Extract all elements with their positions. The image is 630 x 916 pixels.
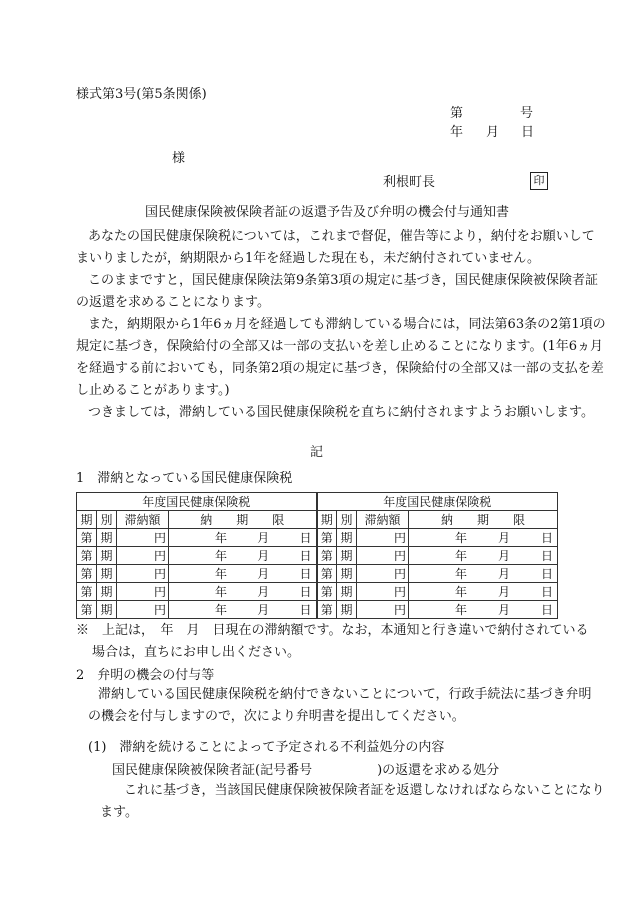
intro-line: このままですと，国民健康保険法第9条第3項の規定に基づき，国民健康保険被保険者証 [88,273,599,288]
row-ki-dai: 第 [77,583,97,601]
deadline-day: 日 [541,603,554,617]
row-deadline [409,565,558,583]
row-ki-ki: 期 [97,601,117,619]
row-amount-yen: 円 [357,583,409,601]
intro-line: また，納期限から1年6ヵ月を経過しても滞納している場合には，同法第63条の2第1項の [88,317,606,332]
sender-name: 利根町長 [383,175,436,190]
intro-line: 規定に基づき，保険給付の全部又は一部の支払いを差し止めることになります。(1年6ヵ月 [76,339,604,354]
table-row [77,583,558,601]
row-amount-yen: 円 [117,529,169,547]
row-deadline [409,529,558,547]
deadline-day: 日 [541,549,554,563]
deadline-year: 年 [455,585,468,599]
intro-line: まいりましたが，納期限から1年を経過した現在も，未だ納付されていません。 [76,251,541,266]
date-year: 年 [450,125,464,140]
deadline-year: 年 [215,585,228,599]
table-row [77,529,558,547]
intro-body [76,226,606,424]
deadline-year: 年 [215,531,228,545]
form-number: 様式第3号(第5条関係) [76,87,207,102]
table-subheader-row [77,511,558,529]
deadline-day: 日 [299,549,312,563]
note-block [76,620,589,664]
intro-line: つきましては，滞納している国民健康保険税を直ちに納付されますようお願いします。 [88,405,594,420]
row-amount-yen: 円 [357,601,409,619]
deadline-year: 年 [215,603,228,617]
section-1-heading: 1 滞納となっている国民健康保険税 [76,471,293,486]
addressee-sama: 様 [172,151,186,166]
deadline-month: 月 [257,531,270,545]
document-title: 国民健康保険被保険者証の返還予告及び弁明の機会付与通知書 [145,205,510,220]
row-amount-yen: 円 [357,547,409,565]
deadline-day: 日 [299,567,312,581]
row-ki-ki: 期 [337,529,357,547]
note-line: 場合は，直ちにお申し出ください。 [92,645,301,660]
table-row [77,547,558,565]
deadline-day: 日 [299,603,312,617]
date-month: 月 [486,125,500,140]
tax-arrears-table [76,492,558,619]
row-amount-yen: 円 [117,601,169,619]
row-ki-dai: 第 [317,547,337,565]
table-header-row [77,493,558,511]
col-deadline: 納 期 限 [409,511,558,529]
table-row [77,565,558,583]
col-ki-1: 期 [317,511,337,529]
seal-mark: 印 [530,172,548,190]
doc-number-dai: 第 [450,106,464,121]
col-amount: 滞納額 [117,511,169,529]
row-ki-ki: 期 [337,565,357,583]
row-deadline [169,601,317,619]
deadline-year: 年 [455,603,468,617]
deadline-day: 日 [299,531,312,545]
deadline-year: 年 [215,549,228,563]
col-ki-2: 別 [97,511,117,529]
subsection-1-heading: (1) 滞納を続けることによって予定される不利益処分の内容 [88,740,445,755]
deadline-year: 年 [215,567,228,581]
col-ki-2: 別 [337,511,357,529]
row-amount-yen: 円 [117,583,169,601]
date-day: 日 [521,125,535,140]
deadline-month: 月 [257,603,270,617]
row-ki-ki: 期 [97,565,117,583]
section-2-line: 滞納している国民健康保険税を納付できないことについて，行政手続法に基づき弁明 [98,687,592,702]
col-amount: 滞納額 [357,511,409,529]
deadline-year: 年 [455,549,468,563]
deadline-year: 年 [455,567,468,581]
doc-number-go: 号 [520,106,534,121]
row-deadline [169,565,317,583]
row-deadline [409,583,558,601]
intro-line: を経過する前においても，同条第2項の規定に基づき，保険給付の全部又は一部の支払を差 [76,361,604,376]
deadline-year: 年 [455,531,468,545]
subsection-1-line: ます。 [100,805,138,820]
row-deadline [409,547,558,565]
deadline-month: 月 [498,585,511,599]
row-ki-ki: 期 [97,547,117,565]
row-ki-dai: 第 [317,583,337,601]
group-header-right: 年度国民健康保険税 [317,493,558,511]
deadline-month: 月 [257,549,270,563]
section-2-line: の機会を付与しますので，次により弁明書を提出してください。 [88,709,465,724]
ki-heading: 記 [310,445,324,460]
deadline-day: 日 [541,531,554,545]
intro-line: の返還を求めることになります。 [76,295,270,310]
intro-line: あなたの国民健康保険税については，これまで督促，催告等により，納付をお願いして [88,229,595,244]
row-amount-yen: 円 [117,547,169,565]
deadline-month: 月 [257,567,270,581]
deadline-day: 日 [541,567,554,581]
row-deadline [409,601,558,619]
subsection-1-item: 国民健康保険被保険者証(記号番号 )の返還を求める処分 [112,763,500,778]
intro-line: し止めることがあります。) [76,383,230,398]
row-ki-ki: 期 [97,583,117,601]
row-deadline [169,583,317,601]
deadline-month: 月 [498,603,511,617]
deadline-month: 月 [498,567,511,581]
row-ki-ki: 期 [337,601,357,619]
subsection-1-line: これに基づき，当該国民健康保険被保険者証を返還しなければならないことになり [124,783,605,798]
deadline-day: 日 [299,585,312,599]
row-ki-dai: 第 [317,601,337,619]
group-header-left: 年度国民健康保険税 [77,493,317,511]
row-ki-dai: 第 [77,547,97,565]
row-ki-dai: 第 [317,529,337,547]
section-2-body [76,684,592,728]
row-ki-ki: 期 [337,583,357,601]
row-ki-dai: 第 [317,565,337,583]
row-ki-ki: 期 [337,547,357,565]
subsection-1-body [100,780,605,824]
row-ki-dai: 第 [77,601,97,619]
deadline-month: 月 [498,531,511,545]
row-ki-dai: 第 [77,529,97,547]
row-amount-yen: 円 [357,529,409,547]
row-ki-dai: 第 [77,565,97,583]
row-ki-ki: 期 [97,529,117,547]
row-deadline [169,547,317,565]
row-amount-yen: 円 [357,565,409,583]
row-amount-yen: 円 [117,565,169,583]
col-ki-1: 期 [77,511,97,529]
note-line: ※ 上記は， 年 月 日現在の滞納額です。なお，本通知と行き違いで納付されている [76,623,589,638]
col-deadline: 納 期 限 [169,511,317,529]
table-row [77,601,558,619]
deadline-day: 日 [541,585,554,599]
deadline-month: 月 [257,585,270,599]
row-deadline [169,529,317,547]
section-2-heading: 2 弁明の機会の付与等 [76,668,215,683]
deadline-month: 月 [498,549,511,563]
